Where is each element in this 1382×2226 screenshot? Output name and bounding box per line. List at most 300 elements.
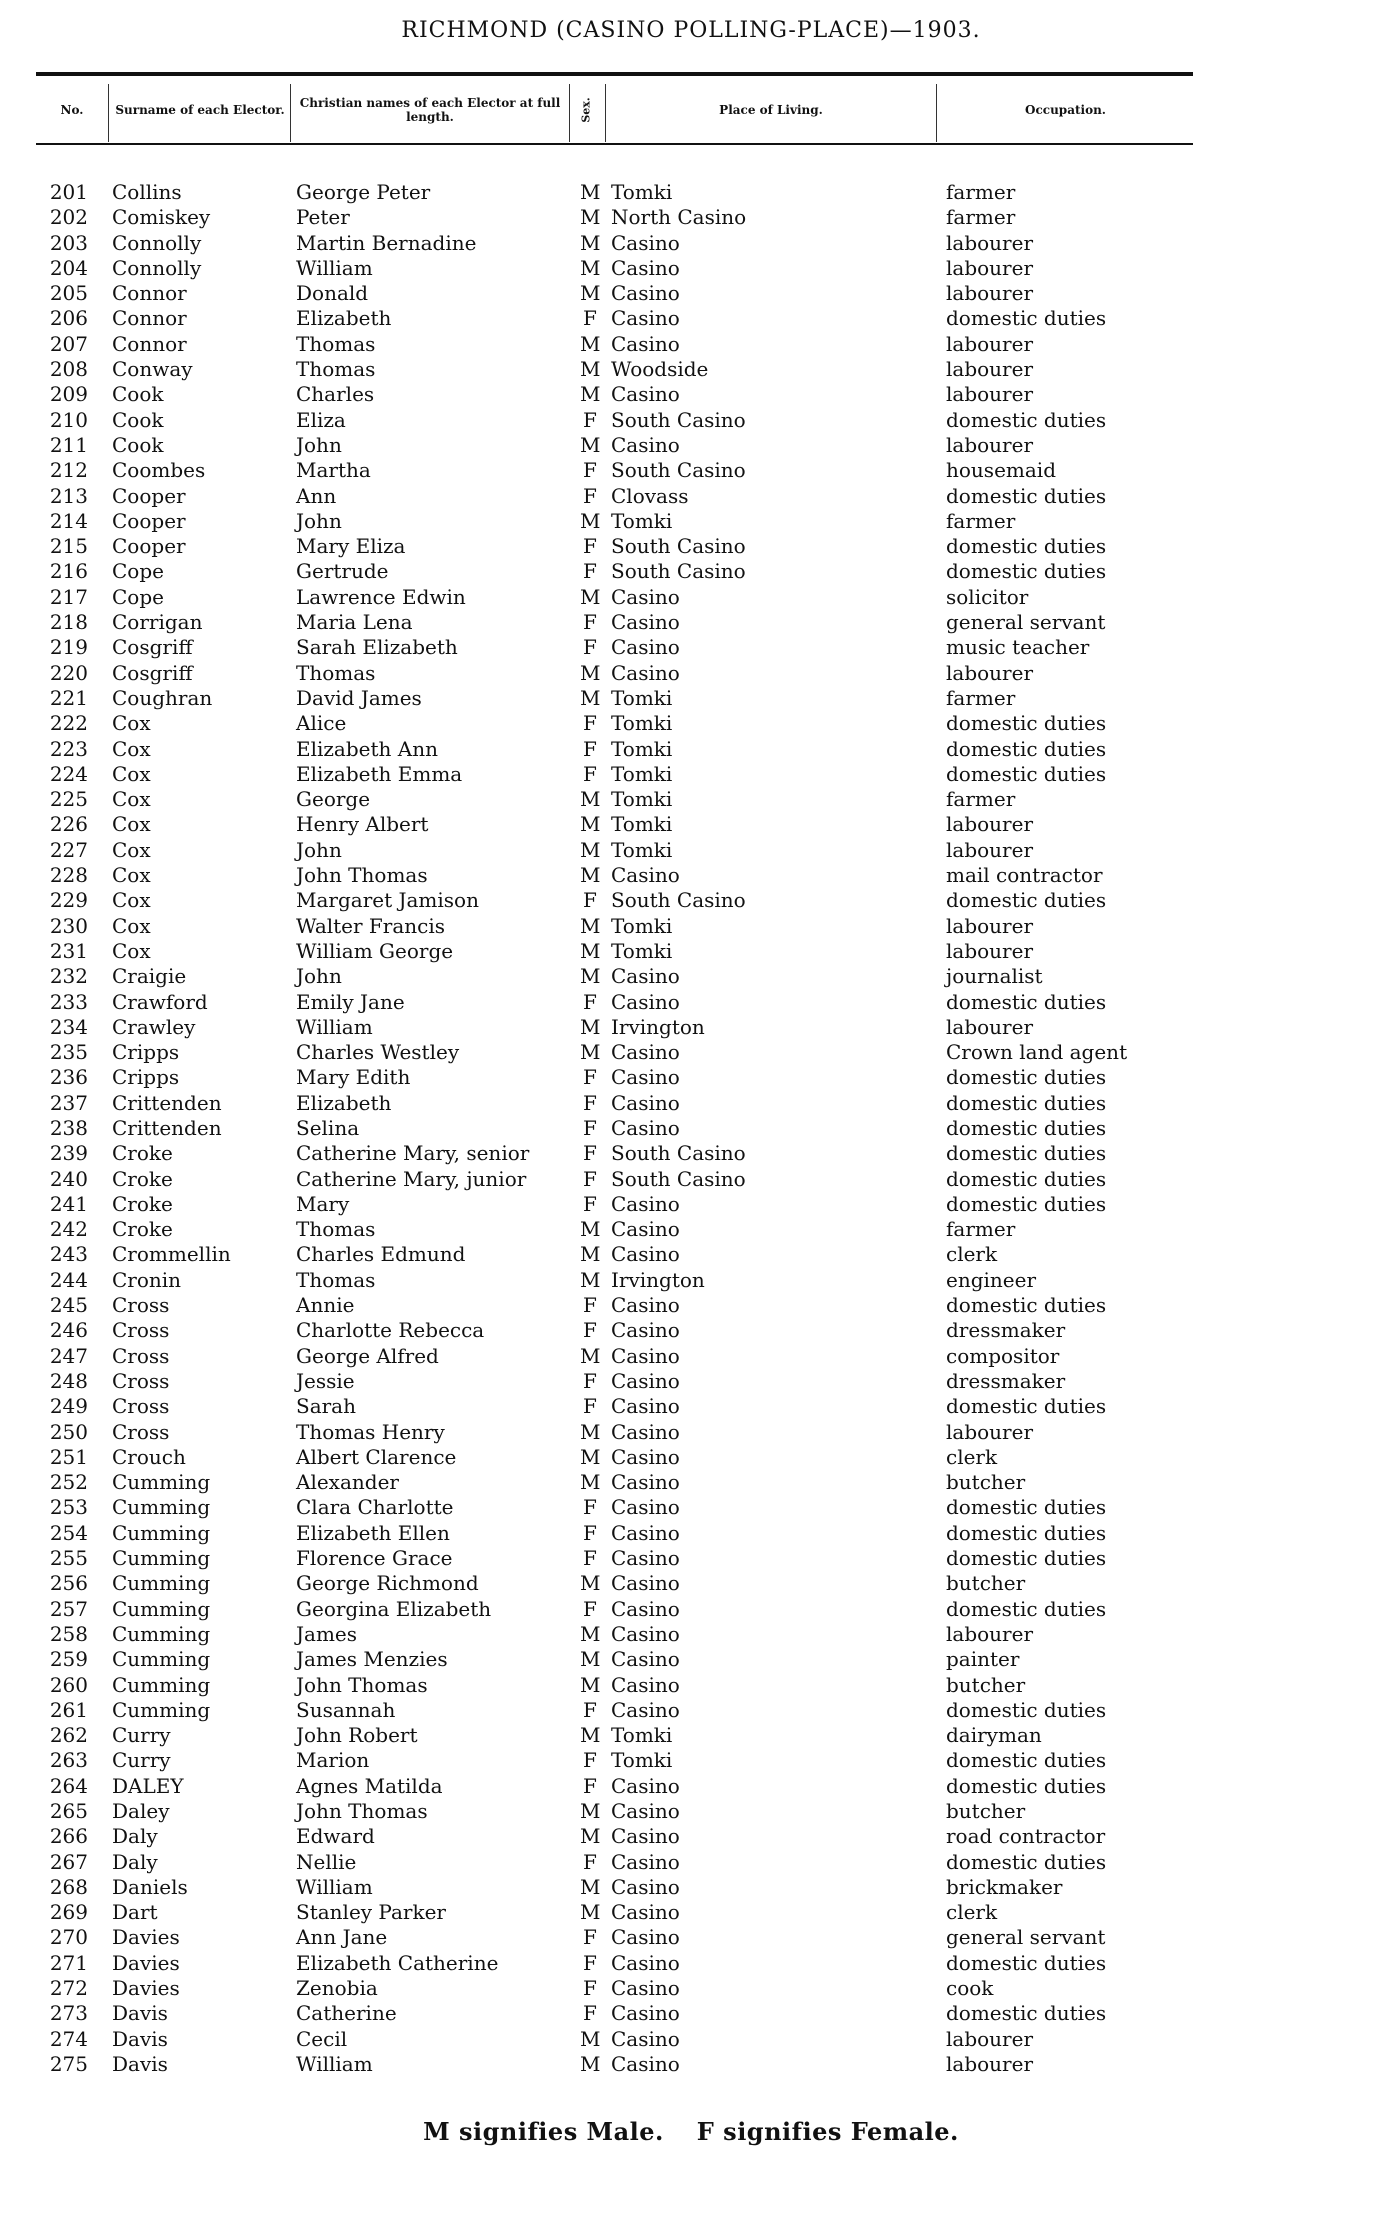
- elector-place: Casino: [611, 989, 680, 1014]
- elector-christian-names: Elizabeth: [296, 306, 392, 331]
- elector-place: Casino: [611, 635, 680, 660]
- elector-sex: F: [583, 1773, 597, 1798]
- elector-surname: Cox: [112, 837, 151, 862]
- elector-place: Irvington: [611, 1267, 705, 1292]
- elector-number: 244: [49, 1267, 88, 1292]
- elector-sex: M: [580, 584, 601, 609]
- elector-christian-names: Thomas: [296, 1217, 376, 1242]
- elector-occupation: farmer: [946, 180, 1016, 204]
- elector-occupation: general servant: [946, 1925, 1106, 1950]
- elector-christian-names: Georgina Elizabeth: [296, 1596, 492, 1621]
- elector-occupation: domestic duties: [946, 1849, 1107, 1874]
- elector-surname: Collins: [112, 180, 182, 204]
- elector-row: [0, 231, 1382, 256]
- elector-christian-names: Elizabeth: [296, 1090, 392, 1115]
- elector-christian-names: George: [296, 787, 371, 812]
- elector-number: 245: [49, 1293, 88, 1318]
- elector-place: Tomki: [611, 508, 673, 533]
- elector-christian-names: Elizabeth Ellen: [296, 1520, 450, 1545]
- elector-row: [0, 1091, 1382, 1116]
- elector-sex: M: [580, 812, 601, 837]
- column-divider: [605, 84, 606, 142]
- elector-surname: Crommellin: [112, 1242, 231, 1267]
- elector-christian-names: Charlotte Rebecca: [296, 1318, 485, 1343]
- elector-number: 272: [49, 1976, 88, 2001]
- elector-occupation: labourer: [946, 2026, 1034, 2051]
- elector-christian-names: Catherine Mary, senior: [296, 1141, 530, 1166]
- elector-place: Casino: [611, 1900, 680, 1925]
- elector-occupation: dressmaker: [946, 1368, 1066, 1393]
- elector-occupation: domestic duties: [946, 1115, 1107, 1140]
- elector-surname: Corrigan: [112, 610, 203, 635]
- page-title: RICHMOND (CASINO POLLING-PLACE)—1903.: [401, 18, 981, 43]
- elector-occupation: clerk: [946, 1242, 998, 1267]
- elector-christian-names: Henry Albert: [296, 812, 429, 837]
- elector-number: 227: [49, 837, 88, 862]
- elector-place: Casino: [611, 382, 680, 407]
- elector-number: 263: [49, 1748, 88, 1773]
- elector-surname: Cross: [112, 1394, 170, 1419]
- elector-sex: M: [580, 938, 601, 963]
- elector-occupation: domestic duties: [946, 1950, 1107, 1975]
- elector-place: Casino: [611, 1470, 680, 1495]
- elector-place: Tomki: [611, 685, 673, 710]
- elector-place: Casino: [611, 1647, 680, 1672]
- elector-occupation: housemaid: [946, 458, 1056, 483]
- elector-place: Casino: [611, 1191, 680, 1216]
- elector-sex: F: [583, 1090, 597, 1115]
- elector-surname: Cosgriff: [112, 660, 193, 685]
- elector-sex: M: [580, 1242, 601, 1267]
- elector-place: Tomki: [611, 736, 673, 761]
- elector-place: Casino: [611, 1925, 680, 1950]
- elector-sex: M: [580, 205, 601, 230]
- header-occupation: Occupation.: [1025, 102, 1106, 117]
- elector-occupation: labourer: [946, 1419, 1034, 1444]
- elector-place: South Casino: [611, 559, 746, 584]
- elector-place: Casino: [611, 1242, 680, 1267]
- elector-surname: Crawley: [112, 1014, 196, 1039]
- elector-surname: Cox: [112, 863, 151, 888]
- elector-place: Casino: [611, 2001, 680, 2026]
- elector-number: 260: [49, 1672, 88, 1697]
- elector-number: 241: [49, 1191, 88, 1216]
- elector-row: [0, 2052, 1382, 2077]
- elector-row: [0, 1318, 1382, 1343]
- elector-christian-names: Emily Jane: [296, 989, 405, 1014]
- elector-christian-names: Ann Jane: [296, 1925, 388, 1950]
- elector-christian-names: John Thomas: [296, 1672, 428, 1697]
- elector-row: [0, 357, 1382, 382]
- elector-christian-names: George Alfred: [296, 1343, 439, 1368]
- elector-row: [0, 762, 1382, 787]
- elector-christian-names: Marion: [296, 1748, 370, 1773]
- elector-row: [0, 1116, 1382, 1141]
- elector-occupation: labourer: [946, 331, 1034, 356]
- column-divider: [290, 84, 291, 142]
- elector-number: 208: [49, 357, 88, 382]
- elector-christian-names: Donald: [296, 281, 369, 306]
- elector-place: Casino: [611, 2051, 680, 2076]
- column-headers: [0, 76, 1382, 143]
- header-no: No.: [60, 102, 84, 117]
- elector-row: [0, 661, 1382, 686]
- elector-row: [0, 787, 1382, 812]
- elector-occupation: music teacher: [946, 635, 1090, 660]
- elector-surname: Curry: [112, 1748, 171, 1773]
- elector-surname: Davis: [112, 2051, 168, 2076]
- elector-surname: Cumming: [112, 1672, 211, 1697]
- elector-sex: F: [583, 1115, 597, 1140]
- elector-place: Casino: [611, 2026, 680, 2051]
- elector-surname: Croke: [112, 1191, 173, 1216]
- elector-row: [0, 838, 1382, 863]
- elector-place: Casino: [611, 1799, 680, 1823]
- elector-number: 222: [49, 711, 88, 736]
- elector-number: 204: [49, 255, 88, 280]
- elector-sex: F: [583, 1950, 597, 1975]
- elector-row: [0, 711, 1382, 736]
- elector-christian-names: Sarah: [296, 1394, 356, 1419]
- elector-christian-names: James Menzies: [296, 1647, 448, 1672]
- elector-surname: Daley: [112, 1799, 170, 1823]
- elector-sex: M: [580, 863, 601, 888]
- elector-place: South Casino: [611, 407, 746, 432]
- elector-number: 266: [49, 1824, 88, 1849]
- elector-sex: M: [580, 685, 601, 710]
- elector-row: [0, 509, 1382, 534]
- elector-row: [0, 1976, 1382, 2001]
- elector-place: Irvington: [611, 1014, 705, 1039]
- elector-number: 237: [49, 1090, 88, 1115]
- elector-place: Casino: [611, 1419, 680, 1444]
- elector-number: 211: [49, 432, 88, 457]
- elector-surname: Cronin: [112, 1267, 182, 1292]
- elector-christian-names: John: [296, 837, 342, 862]
- elector-occupation: domestic duties: [946, 761, 1107, 786]
- elector-occupation: dressmaker: [946, 1318, 1066, 1343]
- elector-place: Casino: [611, 1546, 680, 1571]
- elector-place: Casino: [611, 1697, 680, 1722]
- elector-surname: Crouch: [112, 1444, 186, 1469]
- elector-number: 203: [49, 230, 88, 255]
- elector-place: Casino: [611, 1115, 680, 1140]
- elector-surname: Cumming: [112, 1621, 211, 1646]
- elector-place: Tomki: [611, 711, 673, 736]
- elector-place: Casino: [611, 1571, 680, 1596]
- elector-christian-names: Thomas: [296, 1267, 376, 1292]
- elector-row: [0, 1420, 1382, 1445]
- elector-row: [0, 559, 1382, 584]
- elector-number: 265: [49, 1799, 88, 1823]
- elector-occupation: labourer: [946, 432, 1034, 457]
- elector-surname: Cumming: [112, 1596, 211, 1621]
- elector-place: Tomki: [611, 761, 673, 786]
- elector-occupation: labourer: [946, 281, 1034, 306]
- elector-number: 275: [49, 2051, 88, 2076]
- elector-occupation: engineer: [946, 1267, 1037, 1292]
- elector-place: Casino: [611, 863, 680, 888]
- elector-surname: Daniels: [112, 1874, 188, 1899]
- elector-sex: F: [583, 306, 597, 331]
- elector-place: Casino: [611, 1672, 680, 1697]
- elector-row: [0, 1192, 1382, 1217]
- elector-row: [0, 408, 1382, 433]
- elector-place: Casino: [611, 1343, 680, 1368]
- elector-number: 223: [49, 736, 88, 761]
- elector-surname: Cooper: [112, 508, 186, 533]
- elector-sex: M: [580, 382, 601, 407]
- elector-christian-names: Annie: [296, 1293, 355, 1318]
- elector-place: Casino: [611, 230, 680, 255]
- elector-sex: F: [583, 736, 597, 761]
- elector-row: [0, 281, 1382, 306]
- elector-number: 257: [49, 1596, 88, 1621]
- elector-place: Casino: [611, 1495, 680, 1520]
- elector-surname: Connolly: [112, 230, 202, 255]
- elector-number: 213: [49, 483, 88, 508]
- elector-number: 201: [49, 180, 88, 204]
- elector-surname: Crawford: [112, 989, 208, 1014]
- elector-occupation: labourer: [946, 255, 1034, 280]
- elector-row: [0, 1369, 1382, 1394]
- elector-number: 232: [49, 964, 88, 989]
- legend-female: F signifies Female.: [696, 2117, 959, 2146]
- elector-row: [0, 990, 1382, 1015]
- elector-place: Casino: [611, 1874, 680, 1899]
- elector-place: Casino: [611, 331, 680, 356]
- elector-occupation: compositor: [946, 1343, 1060, 1368]
- elector-place: Tomki: [611, 913, 673, 938]
- elector-row: [0, 180, 1382, 205]
- elector-occupation: labourer: [946, 382, 1034, 407]
- elector-row: [0, 610, 1382, 635]
- header-sex: [570, 76, 604, 143]
- elector-number: 252: [49, 1470, 88, 1495]
- elector-row: [0, 1167, 1382, 1192]
- elector-christian-names: Stanley Parker: [296, 1900, 446, 1925]
- elector-row: [0, 1597, 1382, 1622]
- elector-number: 253: [49, 1495, 88, 1520]
- elector-surname: Cook: [112, 432, 164, 457]
- elector-sex: F: [583, 888, 597, 913]
- elector-sex: F: [583, 1697, 597, 1722]
- elector-number: 226: [49, 812, 88, 837]
- elector-occupation: labourer: [946, 1014, 1034, 1039]
- elector-christian-names: Agnes Matilda: [296, 1773, 443, 1798]
- elector-sex: M: [580, 281, 601, 306]
- elector-surname: Cumming: [112, 1697, 211, 1722]
- elector-christian-names: Susannah: [296, 1697, 396, 1722]
- elector-christian-names: Margaret Jamison: [296, 888, 479, 913]
- elector-number: 243: [49, 1242, 88, 1267]
- elector-sex: M: [580, 1470, 601, 1495]
- elector-sex: M: [580, 255, 601, 280]
- header-christian-names: Christian names of each Elector at full length.: [299, 95, 561, 124]
- elector-surname: Cripps: [112, 1065, 180, 1090]
- elector-christian-names: George Richmond: [296, 1571, 479, 1596]
- elector-place: Tomki: [611, 1723, 673, 1748]
- elector-row: [0, 2027, 1382, 2052]
- elector-occupation: labourer: [946, 913, 1034, 938]
- elector-surname: Cross: [112, 1343, 170, 1368]
- elector-christian-names: Charles: [296, 382, 375, 407]
- elector-christian-names: James: [296, 1621, 358, 1646]
- elector-christian-names: William: [296, 1014, 373, 1039]
- elector-surname: Cripps: [112, 1040, 180, 1065]
- header-rule-bottom: [36, 143, 1193, 145]
- elector-row: [0, 1470, 1382, 1495]
- elector-sex: M: [580, 1621, 601, 1646]
- elector-occupation: labourer: [946, 357, 1034, 382]
- elector-number: 218: [49, 610, 88, 635]
- elector-row: [0, 332, 1382, 357]
- elector-surname: Cox: [112, 938, 151, 963]
- elector-surname: Cumming: [112, 1470, 211, 1495]
- elector-place: Casino: [611, 1444, 680, 1469]
- elector-sex: F: [583, 989, 597, 1014]
- elector-sex: M: [580, 2051, 601, 2076]
- elector-number: 219: [49, 635, 88, 660]
- elector-number: 250: [49, 1419, 88, 1444]
- column-divider: [936, 84, 937, 142]
- elector-number: 258: [49, 1621, 88, 1646]
- elector-row: [0, 382, 1382, 407]
- elector-occupation: domestic duties: [946, 559, 1107, 584]
- elector-number: 259: [49, 1647, 88, 1672]
- elector-number: 212: [49, 458, 88, 483]
- elector-sex: F: [583, 1368, 597, 1393]
- elector-occupation: labourer: [946, 938, 1034, 963]
- elector-list: [0, 180, 1382, 2077]
- elector-row: [0, 1925, 1382, 1950]
- elector-occupation: domestic duties: [946, 1166, 1107, 1191]
- elector-sex: F: [583, 458, 597, 483]
- elector-christian-names: Elizabeth Catherine: [296, 1950, 499, 1975]
- elector-number: 229: [49, 888, 88, 913]
- elector-number: 262: [49, 1723, 88, 1748]
- elector-surname: Connolly: [112, 255, 202, 280]
- elector-christian-names: Mary: [296, 1191, 350, 1216]
- elector-number: 236: [49, 1065, 88, 1090]
- elector-christian-names: Thomas: [296, 660, 376, 685]
- elector-christian-names: John: [296, 508, 342, 533]
- elector-number: 255: [49, 1546, 88, 1571]
- elector-place: Casino: [611, 660, 680, 685]
- elector-surname: Connor: [112, 331, 187, 356]
- elector-row: [0, 2001, 1382, 2026]
- elector-occupation: clerk: [946, 1900, 998, 1925]
- elector-occupation: domestic duties: [946, 1141, 1107, 1166]
- elector-sex: M: [580, 357, 601, 382]
- elector-place: North Casino: [611, 205, 747, 230]
- elector-sex: F: [583, 1293, 597, 1318]
- elector-christian-names: David James: [296, 685, 422, 710]
- elector-christian-names: George Peter: [296, 180, 431, 204]
- elector-christian-names: Albert Clarence: [296, 1444, 457, 1469]
- elector-number: 224: [49, 761, 88, 786]
- elector-occupation: domestic duties: [946, 1546, 1107, 1571]
- elector-surname: Connor: [112, 281, 187, 306]
- elector-row: [0, 1015, 1382, 1040]
- elector-sex: F: [583, 711, 597, 736]
- elector-surname: Connor: [112, 306, 187, 331]
- elector-surname: Davies: [112, 1925, 180, 1950]
- elector-occupation: farmer: [946, 1217, 1016, 1242]
- elector-number: 251: [49, 1444, 88, 1469]
- elector-sex: F: [583, 1495, 597, 1520]
- elector-sex: M: [580, 787, 601, 812]
- elector-christian-names: Sarah Elizabeth: [296, 635, 458, 660]
- elector-occupation: farmer: [946, 787, 1016, 812]
- elector-row: [0, 939, 1382, 964]
- elector-occupation: brickmaker: [946, 1874, 1063, 1899]
- elector-row: [0, 888, 1382, 913]
- elector-christian-names: John Thomas: [296, 1799, 428, 1823]
- elector-occupation: butcher: [946, 1672, 1026, 1697]
- elector-row: [0, 1445, 1382, 1470]
- elector-sex: F: [583, 761, 597, 786]
- elector-sex: F: [583, 1394, 597, 1419]
- elector-row: [0, 1293, 1382, 1318]
- elector-row: [0, 1065, 1382, 1090]
- elector-christian-names: Selina: [296, 1115, 360, 1140]
- elector-christian-names: Catherine Mary, junior: [296, 1166, 527, 1191]
- elector-number: 264: [49, 1773, 88, 1798]
- elector-christian-names: Clara Charlotte: [296, 1495, 454, 1520]
- elector-occupation: Crown land agent: [946, 1040, 1128, 1065]
- elector-sex: F: [583, 559, 597, 584]
- elector-number: 238: [49, 1115, 88, 1140]
- header-surname: Surname of each Elector.: [115, 102, 285, 117]
- elector-sex: M: [580, 1419, 601, 1444]
- elector-sex: M: [580, 1824, 601, 1849]
- elector-surname: Cooper: [112, 483, 186, 508]
- elector-place: Casino: [611, 1520, 680, 1545]
- elector-row: [0, 1344, 1382, 1369]
- elector-occupation: domestic duties: [946, 1191, 1107, 1216]
- elector-number: 240: [49, 1166, 88, 1191]
- elector-surname: Conway: [112, 357, 193, 382]
- elector-occupation: general servant: [946, 610, 1106, 635]
- elector-occupation: journalist: [946, 964, 1043, 989]
- elector-sex: M: [580, 1900, 601, 1925]
- column-divider: [569, 84, 570, 142]
- elector-surname: Cook: [112, 407, 164, 432]
- elector-row: [0, 1951, 1382, 1976]
- elector-surname: Comiskey: [112, 205, 211, 230]
- elector-sex: M: [580, 1799, 601, 1823]
- elector-sex: F: [583, 1318, 597, 1343]
- elector-christian-names: John Thomas: [296, 863, 428, 888]
- elector-occupation: mail contractor: [946, 863, 1103, 888]
- elector-number: 246: [49, 1318, 88, 1343]
- elector-row: [0, 1698, 1382, 1723]
- elector-surname: Cumming: [112, 1520, 211, 1545]
- elector-surname: Cox: [112, 812, 151, 837]
- elector-row: [0, 686, 1382, 711]
- elector-place: Tomki: [611, 180, 673, 204]
- elector-number: 248: [49, 1368, 88, 1393]
- elector-number: 235: [49, 1040, 88, 1065]
- elector-occupation: clerk: [946, 1444, 998, 1469]
- elector-number: 271: [49, 1950, 88, 1975]
- elector-row: [0, 1799, 1382, 1824]
- elector-occupation: domestic duties: [946, 1697, 1107, 1722]
- elector-place: Casino: [611, 1824, 680, 1849]
- elector-occupation: domestic duties: [946, 1773, 1107, 1798]
- elector-christian-names: Alexander: [296, 1470, 399, 1495]
